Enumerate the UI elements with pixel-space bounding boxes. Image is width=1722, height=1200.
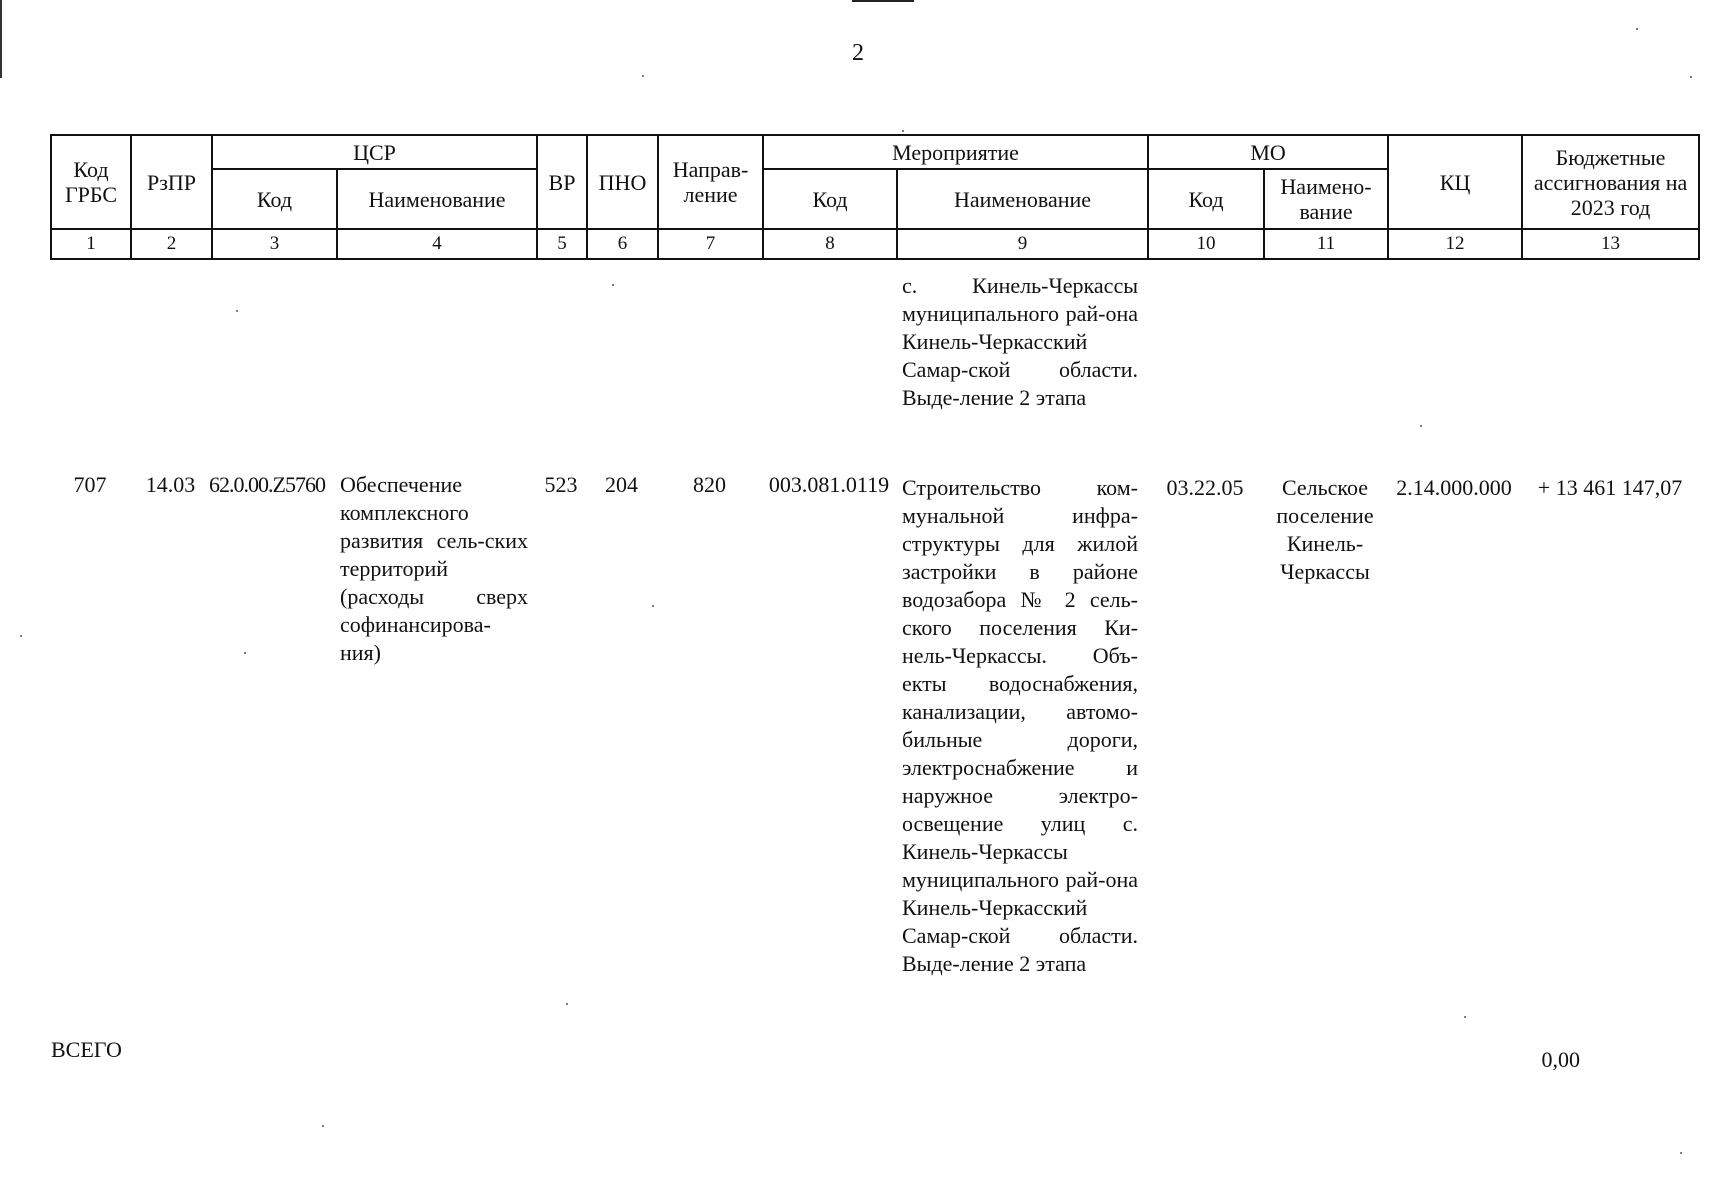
column-number: 5 [537, 229, 587, 259]
scan-speck [236, 310, 238, 312]
header-event-name: Наименование [897, 169, 1148, 229]
header-direction: Направ-ление [658, 135, 763, 229]
column-number: 10 [1148, 229, 1264, 259]
header-mo-name: Наимено-вание [1264, 169, 1388, 229]
cell-csr-name: Обеспечение комплексного развития сель-ских территорий (расходы сверх софинансирова-ния) [340, 472, 528, 665]
column-number: 13 [1522, 229, 1699, 259]
cell-pno: 204 [605, 472, 638, 497]
header-group-csr: ЦСР [212, 135, 537, 169]
header-budget: Бюджетные ассигнования на 2023 год [1522, 135, 1699, 229]
scan-speck [612, 284, 614, 286]
scan-speck [1420, 425, 1422, 427]
scan-speck [566, 1003, 568, 1005]
table-header [50, 134, 1700, 260]
scan-speck [652, 605, 654, 607]
column-number: 12 [1388, 229, 1522, 259]
header-rzpr: РзПР [131, 135, 212, 229]
cell-vr: 523 [544, 472, 578, 497]
column-number: 9 [897, 229, 1148, 259]
column-number: 1 [51, 229, 131, 259]
continuation-event-name: с. Кинель-Черкассы муниципального рай-она Кинель-Черкасский Самар-ской области. Выде-ление 2 этапа [902, 273, 1138, 410]
column-number: 6 [587, 229, 658, 259]
column-number: 8 [763, 229, 897, 259]
column-number: 2 [131, 229, 212, 259]
column-number: 7 [658, 229, 763, 259]
page-number: 2 [852, 40, 864, 66]
column-number: 3 [212, 229, 337, 259]
header-csr-kod: Код [212, 169, 337, 229]
cell-rzpr: 14.03 [145, 472, 196, 497]
scan-speck [20, 635, 22, 637]
cell-csr-kod: 62.0.00.Z5760 [209, 472, 325, 497]
scan-speck [1690, 76, 1692, 78]
scan-speck [1464, 1016, 1466, 1018]
cell-mo-kod: 03.22.05 [1166, 475, 1244, 500]
scan-speck [1680, 1152, 1682, 1154]
scan-speck [1636, 28, 1638, 30]
header-kc: КЦ [1388, 135, 1522, 229]
cell-kod-grbs: 707 [73, 472, 107, 497]
scan-speck [902, 130, 904, 132]
top-edge-line [852, 0, 914, 2]
column-number: 11 [1264, 229, 1388, 259]
cell-event-name: Строительство ком-мунальной инфра-структуры для жилой застройки в районе водозабора № 2 сель-ского поселения Ки-нель-Черкассы. Объ-екты водоснабжения, канализации, автомо-бильные дороги, электроснабжение и наружное электро-освещение улиц с. Кинель-Черкассы муниципального рай-она Кинель-Черкасский Самар-ской области. Выде-ление 2 этапа [902, 475, 1138, 976]
header-event-kod: Код [763, 169, 897, 229]
header-vr: ВР [537, 135, 587, 229]
header-csr-name: Наименование [337, 169, 537, 229]
header-group-mo: МО [1148, 135, 1388, 169]
cell-budget: + 13 461 147,07 [1537, 475, 1683, 500]
cell-event-kod: 003.081.0119 [768, 472, 890, 497]
header-pno: ПНО [587, 135, 658, 229]
left-edge-line [0, 0, 2, 78]
cell-direction: 820 [693, 472, 726, 497]
scan-speck [642, 75, 644, 77]
header-group-event: Мероприятие [763, 135, 1148, 169]
header-kod-grbs: Код ГРБС [51, 135, 131, 229]
column-number: 4 [337, 229, 537, 259]
scan-speck [244, 652, 246, 654]
cell-mo-name: Сельское поселение Кинель-Черкассы [1276, 475, 1374, 584]
header-mo-kod: Код [1148, 169, 1264, 229]
cell-kc: 2.14.000.000 [1396, 475, 1512, 500]
scan-speck [322, 1125, 324, 1127]
total-label: ВСЕГО [51, 1037, 122, 1062]
total-value: 0,00 [1541, 1047, 1580, 1072]
